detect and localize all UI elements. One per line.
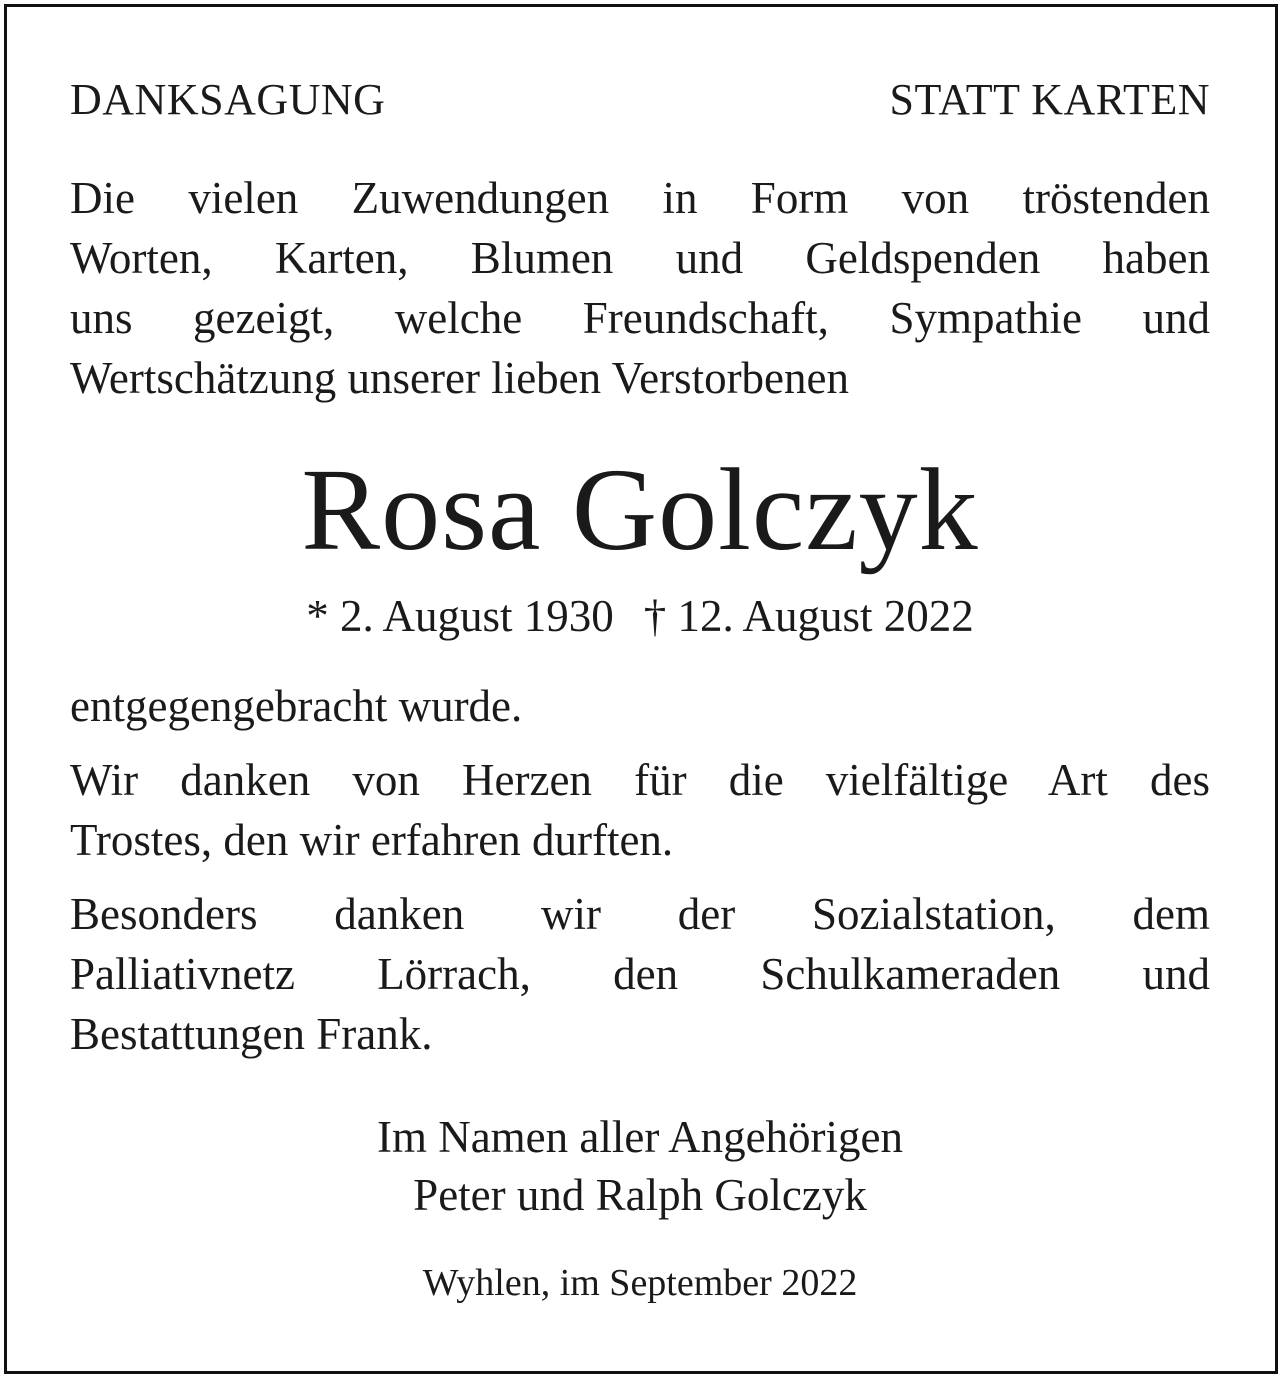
header-title-right: STATT KARTEN	[889, 75, 1210, 124]
continuation-line: entgegengebracht wurde.	[70, 681, 523, 731]
thanks-line: Trostes, den wir erfahren durften.	[70, 815, 674, 865]
signature-block	[0, 1108, 1280, 1224]
intro-line: uns gezeigt, welche Freundschaft, Sympathie und	[70, 293, 1210, 343]
place-and-date: Wyhlen, im September 2022	[422, 1262, 858, 1304]
birth-date: * 2. August 1930	[306, 591, 614, 641]
thanks-paragraph	[70, 750, 1210, 870]
special-thanks-line: Bestattungen Frank.	[70, 1009, 433, 1059]
notice-header	[70, 70, 1210, 130]
death-date: † 12. August 2022	[643, 591, 974, 641]
life-dates	[0, 586, 1280, 646]
special-thanks-line: Palliativnetz Lörrach, den Schulkameraden und	[70, 949, 1210, 999]
special-thanks-line: Besonders danken wir der Sozialstation, dem	[70, 889, 1210, 939]
header-title-left: DANKSAGUNG	[70, 75, 386, 124]
signature-names: Peter und Ralph Golczyk	[413, 1170, 867, 1220]
signature-line: Im Namen aller Angehörigen	[376, 1112, 904, 1162]
deceased-name: Rosa Golczyk	[301, 444, 979, 575]
special-thanks-paragraph	[70, 884, 1210, 1064]
intro-line: Die vielen Zuwendungen in Form von tröstenden	[70, 173, 1210, 223]
continuation-paragraph	[70, 676, 1210, 736]
intro-paragraph	[70, 168, 1210, 408]
intro-line: Wertschätzung unserer lieben Verstorbenen	[70, 353, 849, 403]
thanks-line: Wir danken von Herzen für die vielfältige Art des	[70, 755, 1210, 805]
intro-line: Worten, Karten, Blumen und Geldspenden haben	[70, 233, 1210, 283]
